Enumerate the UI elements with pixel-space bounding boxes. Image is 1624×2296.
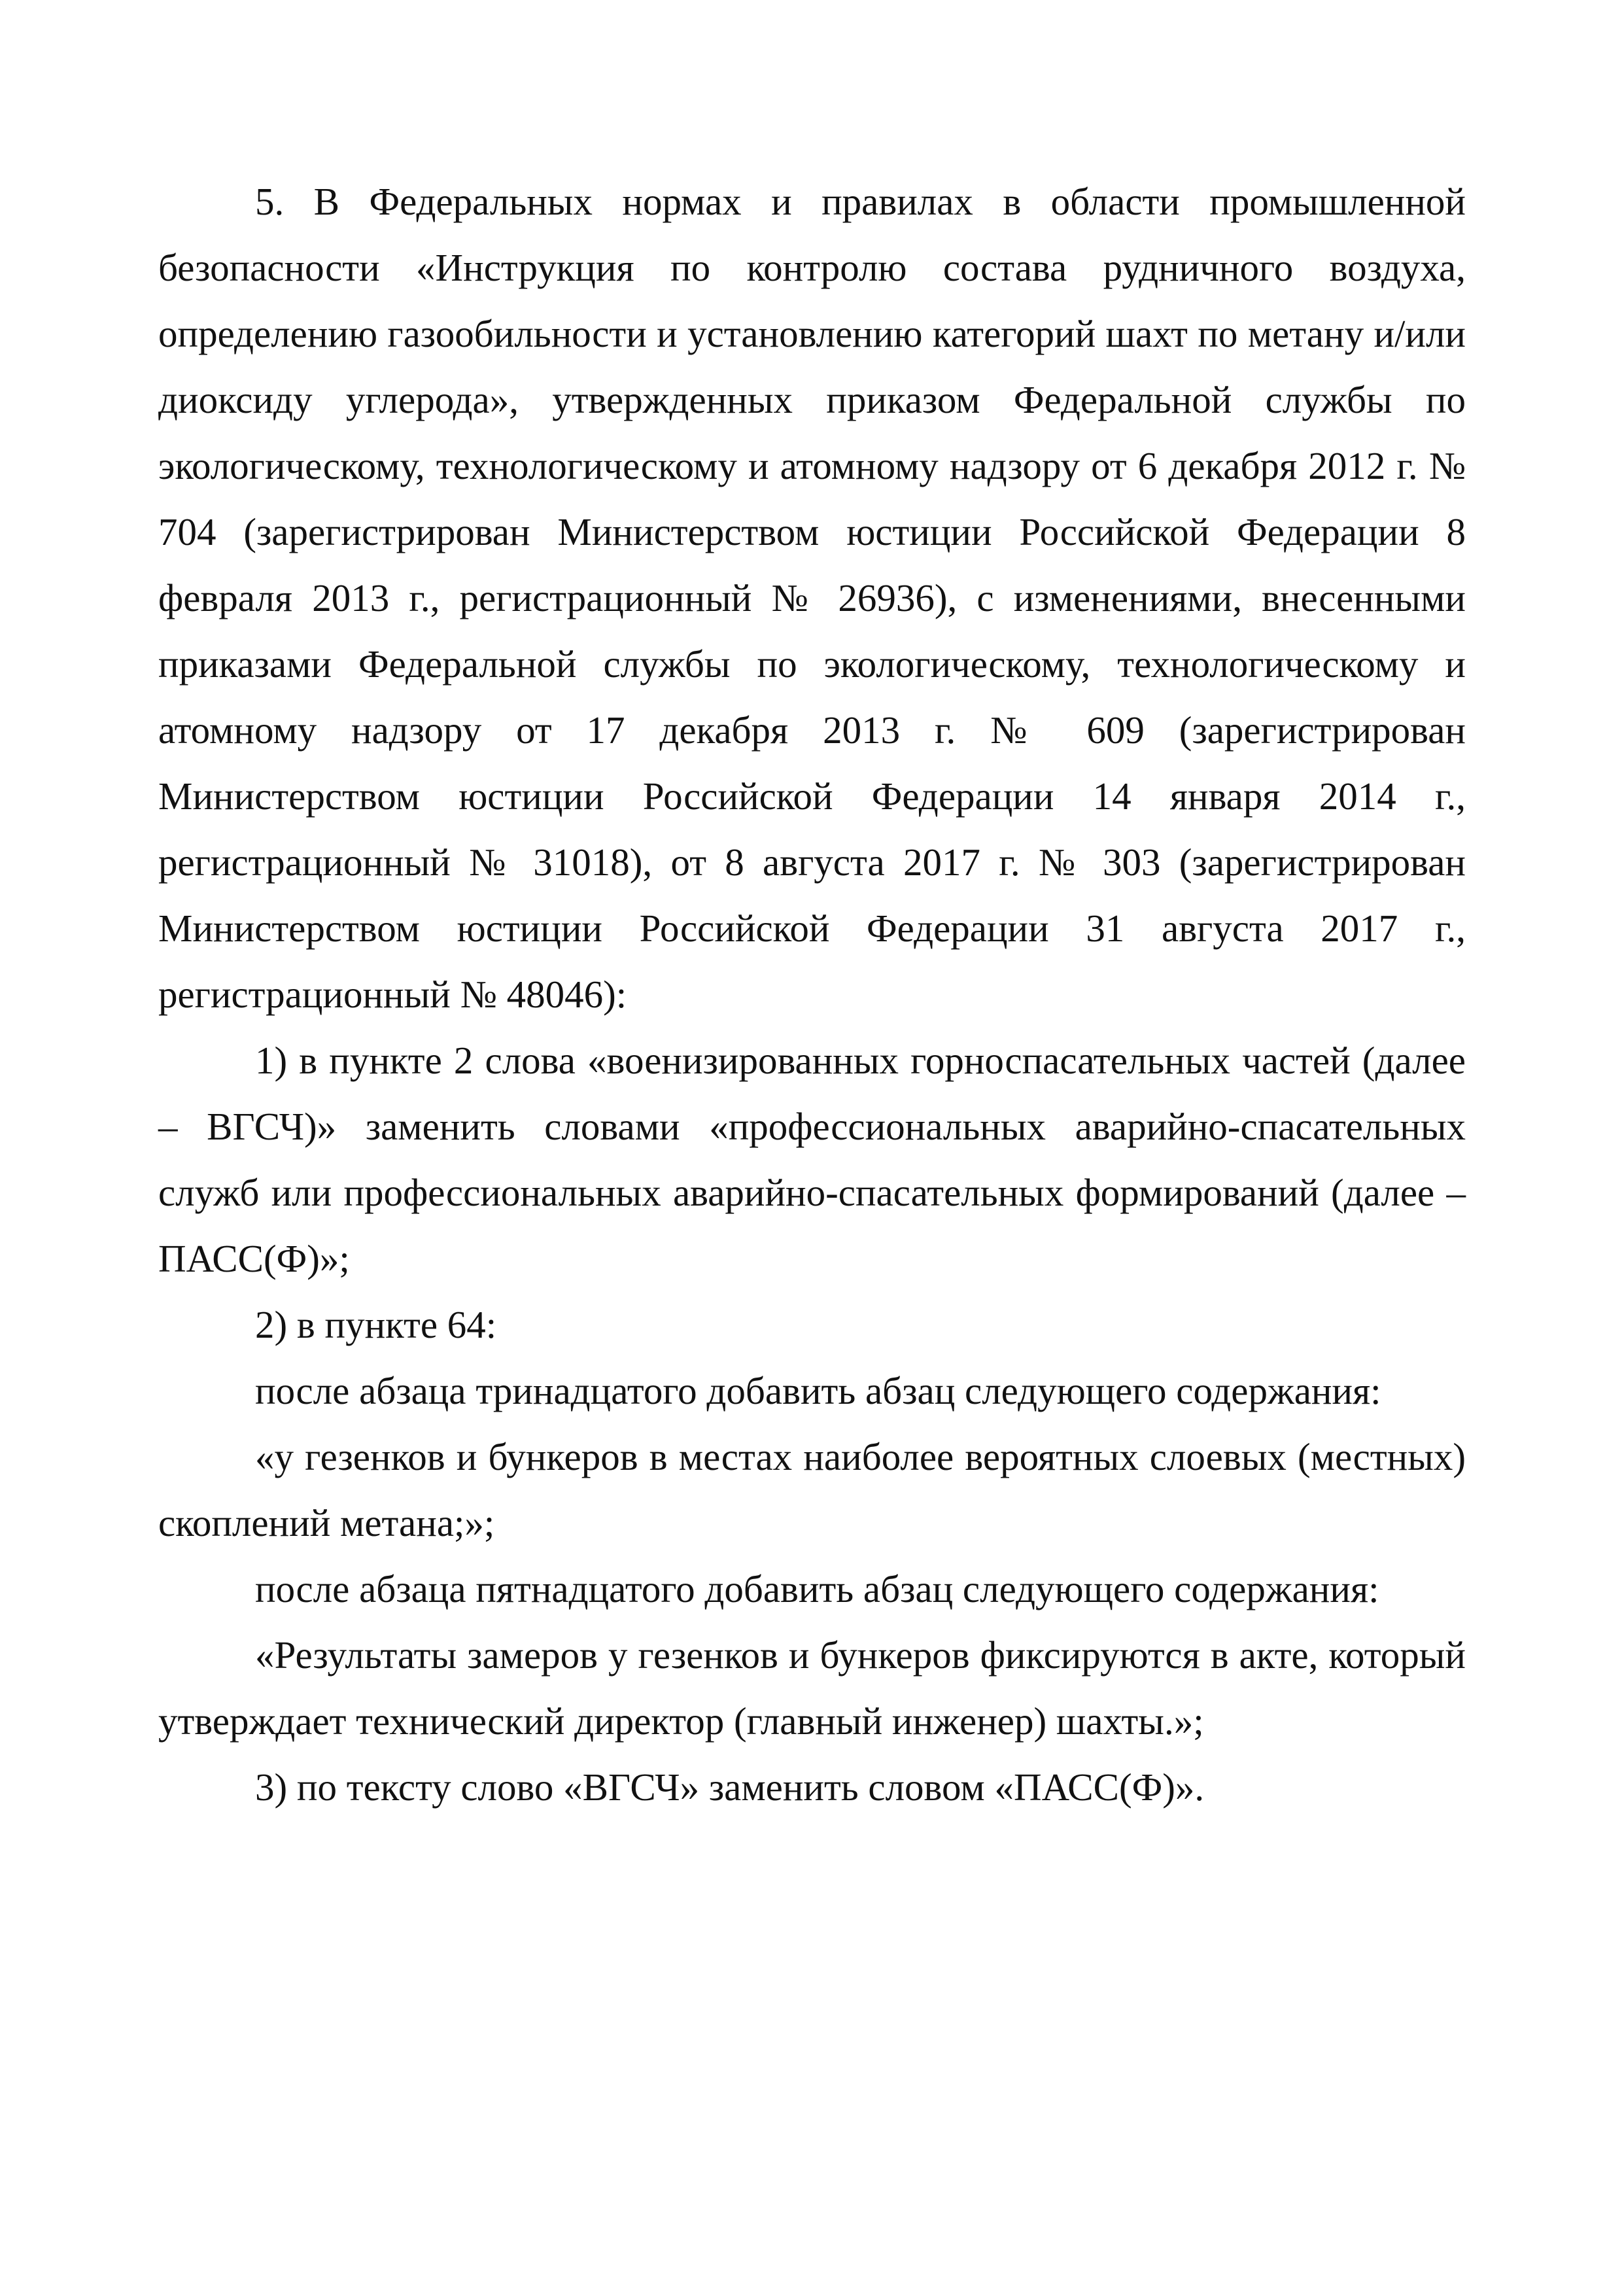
paragraph-item-2: 2) в пункте 64:: [255, 1303, 497, 1346]
paragraph-after-15: после абзаца пятнадцатого добавить абзац следующего содержания:: [255, 1567, 1379, 1610]
paragraph-item-1: 1) в пункте 2 слова «военизированных горноспасательных частей (далее – ВГСЧ)» заменить словами «профессиональных аварийно-спасательных служб или профессиональных аварийно-спасательных формирований (далее – ПАСС(Ф)»;: [158, 1039, 1466, 1280]
paragraph-5-intro: 5. В Федеральных нормах и правилах в области промышленной безопасности «Инструкция по контролю состава рудничного воздуха, определению газообильности и установлению категорий шахт по метану и/или диоксиду углерода», утвержденных приказом Федеральной службы по экологическому, технологическому и атомному надзору от 6 декабря 2012 г. № 704 (зарегистрирован Министерством юстиции Российской Федерации 8 февраля 2013 г., регистрационный № 26936), с изменениями, внесенными приказами Федеральной службы по экологическому, технологическому и атомному надзору от 17 декабря 2013 г. № 609 (зарегистрирован Министерством юстиции Российской Федерации 14 января 2014 г., регистрационный № 31018), от 8 августа 2017 г. № 303 (зарегистрирован Министерством юстиции Российской Федерации 31 августа 2017 г., регистрационный № 48046):: [158, 180, 1466, 1016]
paragraph-item-3: 3) по тексту слово «ВГСЧ» заменить словом «ПАСС(Ф)».: [255, 1765, 1205, 1809]
paragraph-quote-1: «у гезенков и бункеров в местах наиболее вероятных слоевых (местных) скоплений метана;»;: [158, 1435, 1466, 1544]
paragraph-after-13: после абзаца тринадцатого добавить абзац следующего содержания:: [255, 1369, 1381, 1412]
document-body: [158, 169, 1466, 1820]
paragraph-quote-2: «Результаты замеров у гезенков и бункеров фиксируются в акте, который утверждает технический директор (главный инженер) шахты.»;: [158, 1633, 1466, 1743]
